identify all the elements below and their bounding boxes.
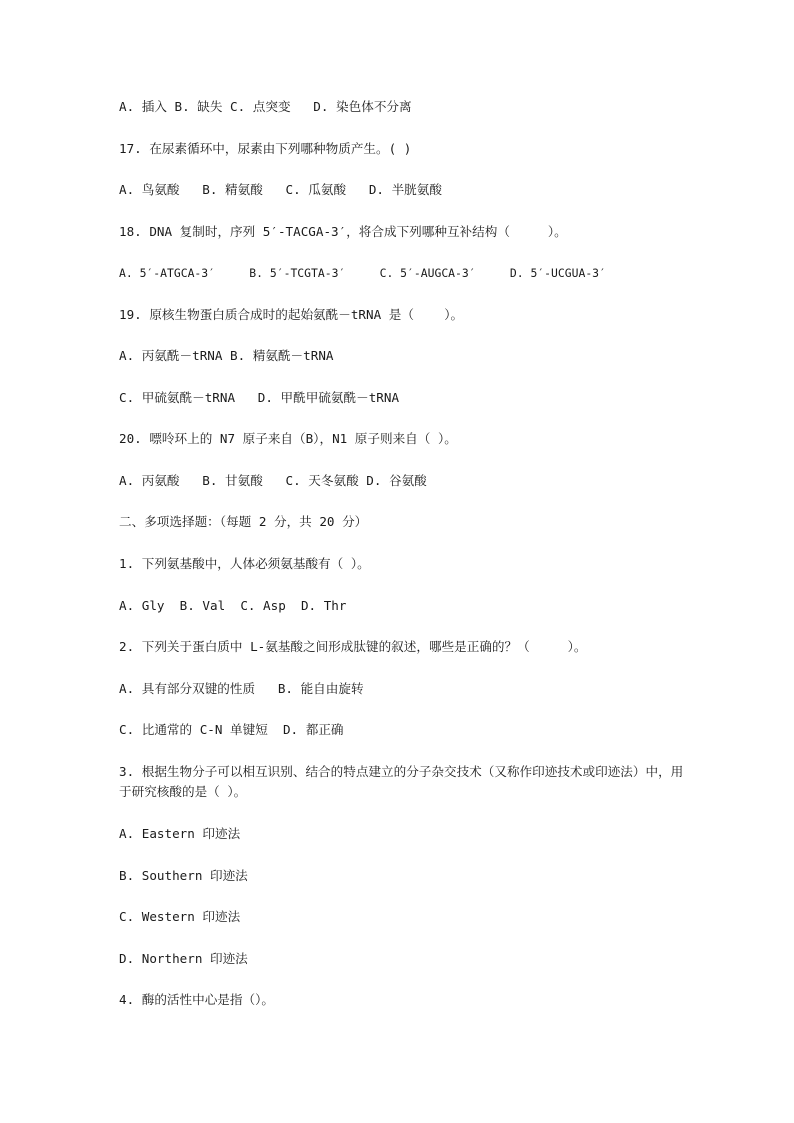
q16-options: A. 插入 B. 缺失 C. 点突变 D. 染色体不分离 xyxy=(119,99,412,114)
q17-options: A. 鸟氨酸 B. 精氨酸 C. 瓜氨酸 D. 半胱氨酸 xyxy=(119,182,442,197)
q20-stem: 20. 嘌呤环上的 N7 原子来自（B），N1 原子则来自（ ）。 xyxy=(119,431,457,446)
mc2-stem: 2. 下列关于蛋白质中 L-氨基酸之间形成肽键的叙述，哪些是正确的？（ ）。 xyxy=(119,639,587,654)
mc3-option-d: D. Northern 印迹法 xyxy=(119,951,248,966)
q18-stem: 18. DNA 复制时，序列 5′-TACGA-3′，将合成下列哪种互补结构（ ）。 xyxy=(119,224,567,239)
q18-options: A. 5′-ATGCA-3′ B. 5′-TCGTA-3′ C. 5′-AUGCA-3′ D. 5′-UCGUA-3′ xyxy=(119,266,606,280)
mc1-options: A. Gly B. Val C. Asp D. Thr xyxy=(119,598,347,613)
mc3-stem: 3. 根据生物分子可以相互识别、结合的特点建立的分子杂交技术（又称作印迹技术或印迹法）中，用于研究核酸的是（ ）。 xyxy=(119,764,684,799)
mc2-options-cd: C. 比通常的 C-N 单键短 D. 都正确 xyxy=(119,722,344,737)
q20-options: A. 丙氨酸 B. 甘氨酸 C. 天冬氨酸 D. 谷氨酸 xyxy=(119,473,427,488)
mc3-option-a: A. Eastern 印迹法 xyxy=(119,826,241,841)
q19-options-cd: C. 甲硫氨酰－tRNA D. 甲酰甲硫氨酰－tRNA xyxy=(119,390,400,405)
section-heading-multiple-choice: 二、多项选择题：（每题 2 分，共 20 分） xyxy=(119,514,368,529)
mc3-option-b: B. Southern 印迹法 xyxy=(119,868,248,883)
mc2-options-ab: A. 具有部分双键的性质 B. 能自由旋转 xyxy=(119,681,364,696)
q19-options-ab: A. 丙氨酰－tRNA B. 精氨酰－tRNA xyxy=(119,348,334,363)
mc3-option-c: C. Western 印迹法 xyxy=(119,909,241,924)
q19-stem: 19. 原核生物蛋白质合成时的起始氨酰－tRNA 是（ ）。 xyxy=(119,307,464,322)
mc1-stem: 1. 下列氨基酸中，人体必须氨基酸有（ ）。 xyxy=(119,556,370,571)
q17-stem: 17. 在尿素循环中，尿素由下列哪种物质产生。( ) xyxy=(119,141,412,156)
mc4-stem: 4. 酶的活性中心是指（）。 xyxy=(119,992,274,1007)
